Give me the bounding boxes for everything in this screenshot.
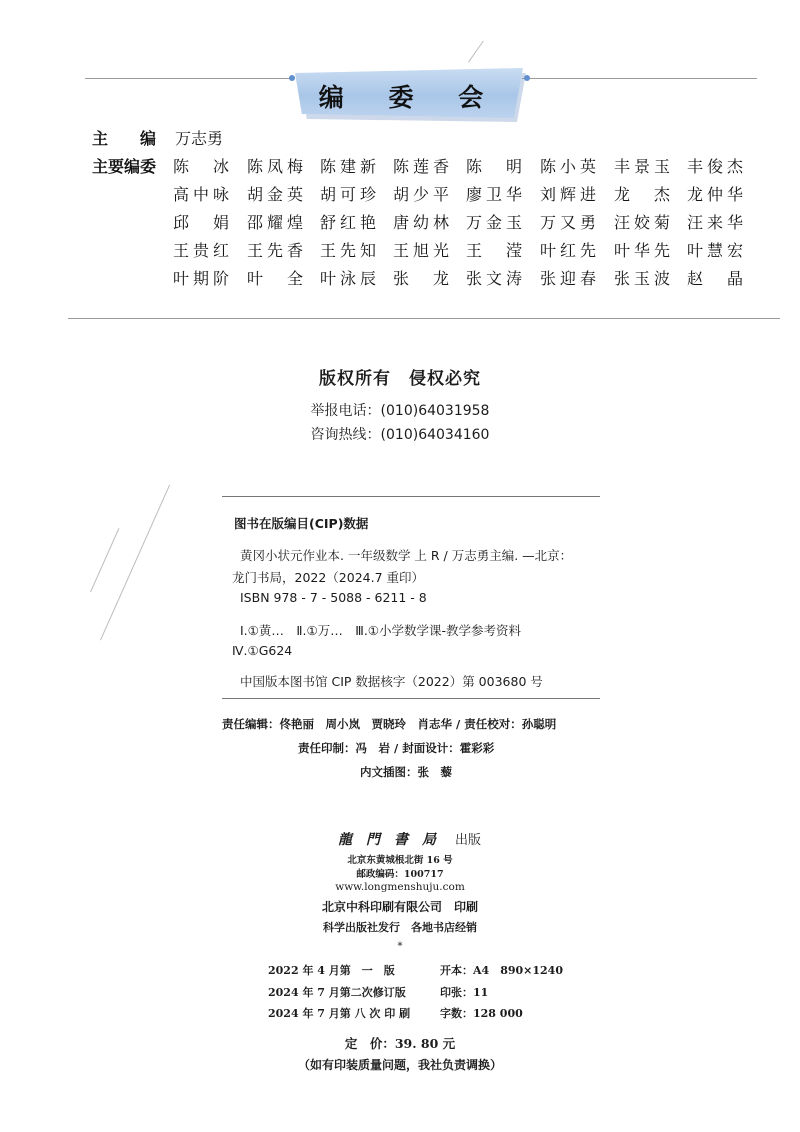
member-name: 赵 晶 xyxy=(687,269,743,288)
edition-date: 2022 年 4 月第 一 版 xyxy=(268,964,395,977)
cip-line-1: 黄冈小状元作业本. 一年级数学 上 R / 万志勇主编. —北京： xyxy=(240,548,573,563)
edition-spec: 开本：A4 890×1240 xyxy=(440,964,563,977)
edition-spec: 印张：11 xyxy=(440,986,489,999)
member-name: 张 龙 xyxy=(393,269,449,288)
committee-title: 编 委 会 xyxy=(318,83,502,112)
member-name: 陈小英 xyxy=(540,157,596,176)
member-name: 万金玉 xyxy=(466,213,522,232)
publisher-address: 北京东黄城根北街 16 号 xyxy=(347,855,453,866)
member-name: 陈 冰 xyxy=(173,157,229,176)
member-name: 万又勇 xyxy=(540,213,596,232)
member-name: 王贵红 xyxy=(173,241,229,260)
member-name: 胡可珍 xyxy=(320,185,376,204)
member-name: 叶 全 xyxy=(247,269,303,288)
cip-line-2: 龙门书局，2022（2024.7 重印） xyxy=(232,570,425,585)
cip-heading: 图书在版编目(CIP)数据 xyxy=(234,516,369,531)
member-name: 叶泳辰 xyxy=(320,269,376,288)
price: 定 价：39. 80 元 xyxy=(344,1036,456,1051)
publisher-logo-text: 龍 門 書 局 xyxy=(338,832,436,848)
member-name: 陈莲香 xyxy=(393,157,449,176)
member-name: 汪来华 xyxy=(687,213,743,232)
member-name: 邵耀煌 xyxy=(247,213,303,232)
decor-dot-left xyxy=(289,75,295,81)
member-name: 高中咏 xyxy=(173,185,229,204)
member-name: 陈 明 xyxy=(466,157,522,176)
members-label: 主要编委 xyxy=(92,157,157,176)
member-name: 汪姣菊 xyxy=(614,213,670,232)
top-rule-left xyxy=(85,78,295,79)
member-name: 陈建新 xyxy=(320,157,376,176)
edition-date: 2024 年 7 月第二次修订版 xyxy=(268,986,406,999)
member-name: 张文涛 xyxy=(466,269,522,288)
report-phone: 举报电话：(010)64031958 xyxy=(310,403,490,419)
member-name: 唐幼林 xyxy=(393,213,449,232)
cip-class-1: Ⅰ.①黄… Ⅱ.①万… Ⅲ.①小学数学课-教学参考资料 xyxy=(240,623,522,638)
staff-line-3: 内文插图：张 藜 xyxy=(360,765,452,779)
member-name: 刘辉进 xyxy=(540,185,596,204)
member-name: 叶华先 xyxy=(614,241,670,260)
cip-class-2: Ⅳ.①G624 xyxy=(232,643,293,658)
member-name: 王先香 xyxy=(247,241,303,260)
member-name: 王 滢 xyxy=(466,241,522,260)
distributor: 科学出版社发行 各地书店经销 xyxy=(323,921,477,934)
cip-top-rule xyxy=(222,496,600,497)
member-name: 廖卫华 xyxy=(466,185,522,204)
chief-editor-label: 主 编 xyxy=(92,129,157,148)
publisher-website: www.longmenshuju.com xyxy=(335,881,465,893)
member-name: 丰景玉 xyxy=(614,157,670,176)
quality-notice: （如有印装质量问题，我社负责调换） xyxy=(297,1058,502,1072)
top-rule-right xyxy=(522,78,757,79)
member-name: 龙仲华 xyxy=(687,185,743,204)
decor-stroke-left-1 xyxy=(100,485,170,641)
member-name: 胡少平 xyxy=(393,185,449,204)
printer: 北京中科印刷有限公司 印刷 xyxy=(321,900,478,914)
member-name: 丰俊杰 xyxy=(687,157,743,176)
member-name: 叶红先 xyxy=(540,241,596,260)
chief-editor-name: 万志勇 xyxy=(175,129,224,148)
member-name: 叶慧宏 xyxy=(687,241,743,260)
member-name: 陈凤梅 xyxy=(247,157,303,176)
member-name: 舒红艳 xyxy=(320,213,376,232)
committee-bottom-rule xyxy=(68,318,780,319)
member-name: 叶期阶 xyxy=(173,269,229,288)
cip-bottom-rule xyxy=(222,698,600,699)
decor-stroke-left-2 xyxy=(90,528,119,592)
publisher-postcode: 邮政编码：100717 xyxy=(356,869,444,880)
cip-isbn: ISBN 978 - 7 - 5088 - 6211 - 8 xyxy=(240,590,427,605)
edition-spec: 字数：128 000 xyxy=(440,1007,523,1020)
member-name: 王旭光 xyxy=(393,241,449,260)
member-name: 张迎春 xyxy=(540,269,596,288)
separator-star: * xyxy=(397,941,403,952)
staff-line-2: 责任印制：冯 岩 / 封面设计：霍彩彩 xyxy=(298,741,495,755)
rights-title: 版权所有 侵权必究 xyxy=(319,369,481,389)
cip-verify: 中国版本图书馆 CIP 数据核字（2022）第 003680 号 xyxy=(240,674,543,689)
member-name: 胡金英 xyxy=(247,185,303,204)
member-name: 龙 杰 xyxy=(614,185,670,204)
member-name: 邱 娟 xyxy=(173,213,229,232)
member-name: 张玉波 xyxy=(614,269,670,288)
staff-line-1: 责任编辑：佟艳丽 周小岚 贾晓玲 肖志华 / 责任校对：孙聪明 xyxy=(222,717,557,731)
member-name: 王先知 xyxy=(320,241,376,260)
decor-stroke xyxy=(468,41,484,63)
publisher-publish: 出版 xyxy=(455,833,482,848)
consult-phone: 咨询热线：(010)64034160 xyxy=(310,427,490,443)
edition-date: 2024 年 7 月第 八 次 印 刷 xyxy=(268,1007,411,1020)
